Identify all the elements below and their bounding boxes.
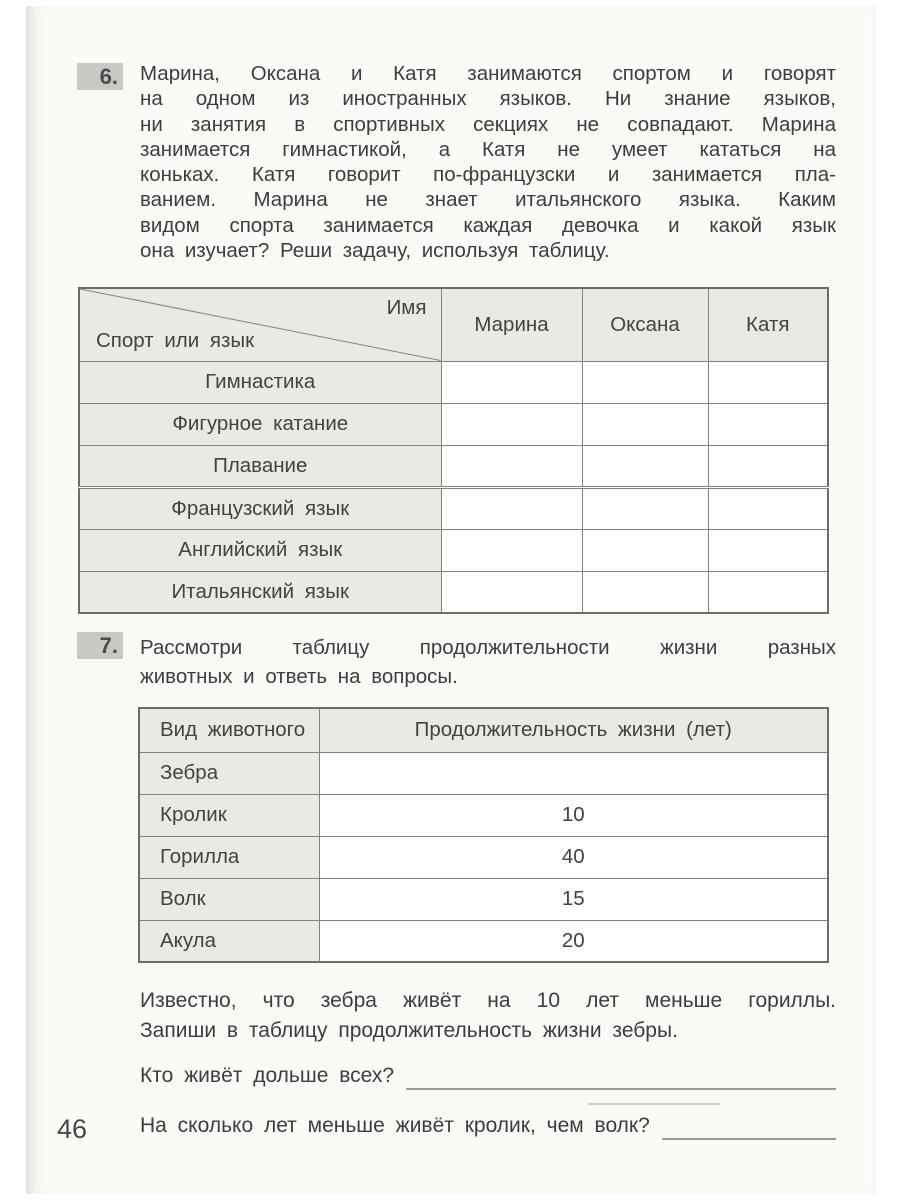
- logic-table: [78, 287, 829, 614]
- answer-cell[interactable]: [708, 487, 828, 529]
- row-label-wolf: Волк: [139, 878, 319, 920]
- answer-cell[interactable]: [708, 445, 828, 487]
- answer-cell[interactable]: [708, 403, 828, 445]
- text-line: на одном из иностранных языков. Ни знание языков,: [140, 87, 836, 111]
- text-line: занимается гимнастикой, а Катя не умеет кататься на: [140, 137, 836, 161]
- table-row: [139, 920, 828, 962]
- answer-cell[interactable]: [708, 361, 828, 403]
- exercise-6-text: [140, 61, 836, 263]
- table-row: [79, 361, 828, 403]
- wolf-lifespan-value: 15: [319, 878, 828, 920]
- answer-blank-line[interactable]: [406, 1064, 836, 1090]
- answer-cell[interactable]: [441, 571, 582, 613]
- answer-cell[interactable]: [441, 403, 582, 445]
- row-label-shark: Акула: [139, 920, 319, 962]
- text-line: Запиши в таблицу продолжительность жизни зебры.: [140, 1019, 678, 1042]
- answer-cell[interactable]: [441, 361, 582, 403]
- row-label-zebra: Зебра: [139, 752, 319, 794]
- question-text: На сколько лет меньше живёт кролик, чем волк?: [140, 1114, 650, 1137]
- text-line: Рассмотри таблицу продолжительности жизни разных: [140, 636, 836, 659]
- shark-lifespan-value: 20: [319, 920, 828, 962]
- answer-cell[interactable]: [441, 529, 582, 571]
- table-row: [139, 752, 828, 794]
- row-label-french: Французский язык: [79, 487, 441, 529]
- corner-label-sport-or-language: Спорт или язык: [96, 328, 255, 352]
- table-row: [79, 445, 828, 487]
- rabbit-lifespan-value: 10: [319, 794, 828, 836]
- column-header-oksana: Оксана: [582, 288, 708, 361]
- table-row: [79, 529, 828, 571]
- text-line: Известно, что зебра живёт на 10 лет меньше гориллы.: [140, 989, 836, 1012]
- answer-cell[interactable]: [582, 361, 708, 403]
- table-row: [79, 487, 828, 529]
- answer-cell[interactable]: [582, 403, 708, 445]
- column-header-marina: Марина: [441, 288, 582, 361]
- column-header-animal-type: Вид животного: [139, 708, 319, 752]
- answer-cell[interactable]: [582, 529, 708, 571]
- row-label-english: Английский язык: [79, 529, 441, 571]
- exercise-6-number-badge: 6.: [77, 63, 123, 90]
- row-label-swimming: Плавание: [79, 445, 441, 487]
- text-line: ванием. Марина не знает итальянского языка. Каким: [140, 188, 836, 212]
- answer-cell[interactable]: [708, 571, 828, 613]
- row-label-gorilla: Горилла: [139, 836, 319, 878]
- text-line: видом спорта занимается каждая девочка и какой язык: [140, 213, 836, 237]
- answer-blank-line[interactable]: [662, 1114, 836, 1140]
- row-label-figure-skating: Фигурное катание: [79, 403, 441, 445]
- scan-smudge-artifact: [588, 1103, 720, 1105]
- corner-cell: [79, 288, 441, 361]
- answer-cell[interactable]: [582, 445, 708, 487]
- exercise-7-note-text: [140, 986, 836, 1046]
- row-label-gymnastics: Гимнастика: [79, 361, 441, 403]
- answer-cell[interactable]: [708, 529, 828, 571]
- question-text: Кто живёт дольше всех?: [140, 1064, 395, 1087]
- answer-cell[interactable]: [441, 445, 582, 487]
- table-row: [139, 836, 828, 878]
- row-label-rabbit: Кролик: [139, 794, 319, 836]
- column-header-lifespan: Продолжительность жизни (лет): [319, 708, 828, 752]
- text-line: она изучает? Реши задачу, используя таблицу.: [140, 239, 610, 263]
- corner-label-name: Имя: [386, 296, 427, 319]
- question-rabbit-vs-wolf: [140, 1114, 836, 1144]
- text-line: животных и ответь на вопросы.: [140, 665, 458, 688]
- table-row: [79, 571, 828, 613]
- text-line: коньках. Катя говорит по-французски и занимается пла-: [140, 163, 836, 187]
- text-line: ни занятия в спортивных секциях не совпадают. Марина: [140, 112, 836, 136]
- question-who-lives-longest: [140, 1064, 836, 1094]
- exercise-7-text: [140, 633, 836, 691]
- text-line: Марина, Оксана и Катя занимаются спортом и говорят: [140, 62, 836, 85]
- gorilla-lifespan-value: 40: [319, 836, 828, 878]
- page-number: 46: [57, 1114, 88, 1144]
- zebra-lifespan-answer-cell[interactable]: [319, 752, 828, 794]
- answer-cell[interactable]: [441, 487, 582, 529]
- row-label-italian: Итальянский язык: [79, 571, 441, 613]
- answer-cell[interactable]: [582, 571, 708, 613]
- answer-cell[interactable]: [582, 487, 708, 529]
- lifespan-table: [138, 707, 829, 963]
- exercise-7-number-badge: 7.: [77, 632, 123, 659]
- table-row: [139, 878, 828, 920]
- column-header-katya: Катя: [708, 288, 828, 361]
- table-row: [139, 794, 828, 836]
- table-row: [79, 403, 828, 445]
